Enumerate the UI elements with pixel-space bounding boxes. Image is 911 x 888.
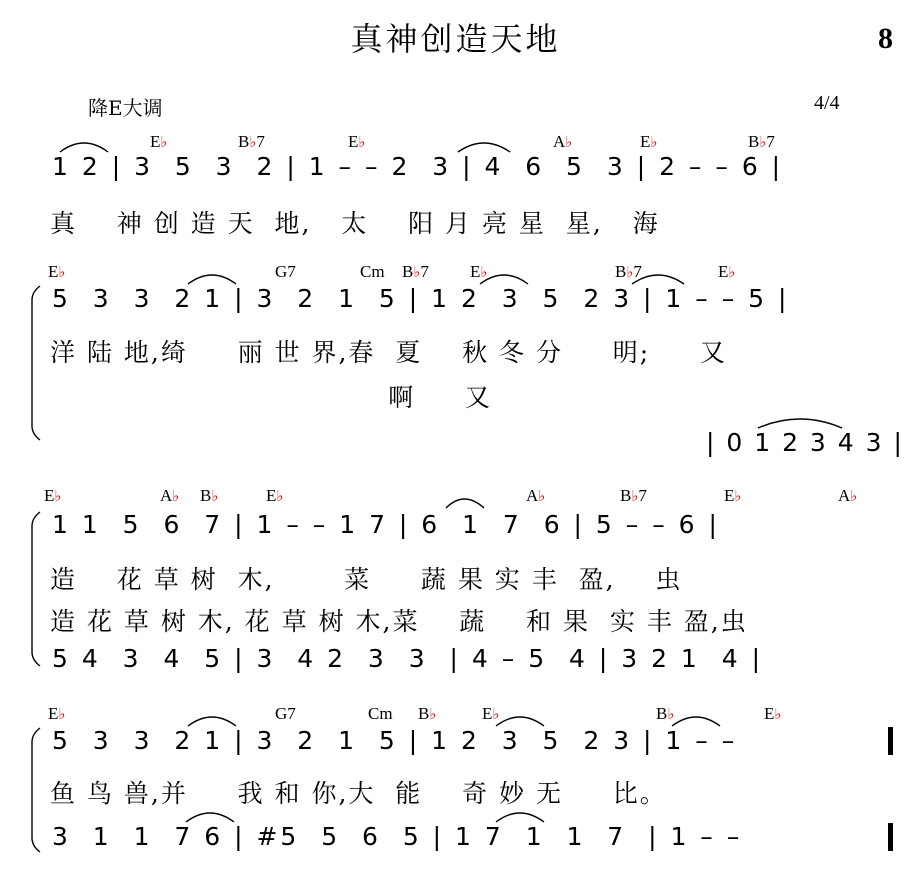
slur (446, 499, 484, 508)
chord-symbol: G7 (275, 262, 296, 281)
slur (496, 717, 544, 726)
chord-symbol: E♭ (48, 704, 66, 723)
lyric-line: 造 花 草 树 木, 菜 蔬 果 实 丰 盈, 虫 (50, 565, 683, 594)
chord-symbol: E♭ (348, 132, 366, 151)
chord-symbol: B♭ (656, 704, 675, 723)
final-barline (888, 823, 893, 851)
chord-symbol: A♭ (838, 486, 858, 505)
harmony-line: | 0 1 2 3 4 3 | (706, 428, 904, 457)
chord-symbol: B♭7 (748, 132, 775, 151)
chord-symbol: E♭ (640, 132, 658, 151)
melody-line: 1 2 | 3 5 3 2 | 1 – – 2 3 | 4 6 5 3 | 2 – – 6 | (52, 152, 784, 181)
melody-line: 5 3 3 2 1 | 3 2 1 5 | 1 2 3 5 2 3 | 1 – – 5 | (52, 284, 790, 313)
system-bracket (32, 512, 40, 666)
final-barline (888, 727, 893, 755)
chord-symbol: B♭7 (620, 486, 647, 505)
melody-line: 1 1 5 6 7 | 1 – – 1 7 | 6 1 7 6 | 5 – – 6 | (52, 510, 720, 539)
lyric-line: 真 神 创 造 天 地, 太 阳 月 亮 星 星, 海 (50, 209, 660, 238)
slur (186, 813, 234, 822)
slur (188, 717, 236, 726)
chord-symbol: B♭7 (402, 262, 429, 281)
slur (458, 143, 510, 152)
slur (758, 419, 842, 428)
chord-symbol: A♭ (526, 486, 546, 505)
chord-symbol: B♭7 (615, 262, 642, 281)
chord-symbol: E♭ (470, 262, 488, 281)
chord-symbol: E♭ (266, 486, 284, 505)
slur (672, 717, 720, 726)
chord-symbol: A♭ (160, 486, 180, 505)
lyric-line: 造 花 草 树 木, 花 草 树 木,菜 蔬 和 果 实 丰 盈,虫 (50, 607, 748, 636)
chord-symbol: A♭ (553, 132, 573, 151)
chord-symbol: Cm (368, 704, 393, 723)
key-signature: 降E大调 (88, 96, 163, 120)
chord-symbol: E♭ (764, 704, 782, 723)
chord-symbol: E♭ (48, 262, 66, 281)
slur (188, 275, 236, 284)
chord-symbol: E♭ (44, 486, 62, 505)
system-bracket (32, 728, 40, 852)
chord-symbol: Cm (360, 262, 385, 281)
chord-symbol: G7 (275, 704, 296, 723)
lyric-line: 啊 又 (50, 383, 492, 412)
chord-symbol: E♭ (150, 132, 168, 151)
chord-symbol: B♭ (418, 704, 437, 723)
chord-symbol: E♭ (724, 486, 742, 505)
slur (60, 143, 108, 152)
chord-symbol: E♭ (718, 262, 736, 281)
page-number: 8 (878, 22, 893, 55)
lyric-line: 鱼 鸟 兽,并 我 和 你,大 能 奇 妙 无 比。 (50, 779, 667, 808)
harmony-line: 5 4 3 4 5 | 3 4 2 3 3 | 4 – 5 4 | 3 2 1 4 | (52, 644, 763, 673)
system-bracket (32, 286, 40, 440)
melody-line: 5 3 3 2 1 | 3 2 1 5 | 1 2 3 5 2 3 | 1 – – (52, 726, 738, 755)
lyric-line: 洋 陆 地,绮 丽 世 界,春 夏 秋 冬 分 明; 又 (50, 338, 727, 367)
chord-symbol: E♭ (482, 704, 500, 723)
chord-symbol: B♭ (200, 486, 219, 505)
song-title: 真神创造天地 (350, 20, 561, 58)
time-signature: 4/4 (814, 92, 840, 114)
harmony-line: 3 1 1 7 6 | #5 5 6 5 | 1 7 1 1 7 | 1 – – (52, 822, 743, 851)
slur (496, 813, 544, 822)
chord-symbol: B♭7 (238, 132, 265, 151)
